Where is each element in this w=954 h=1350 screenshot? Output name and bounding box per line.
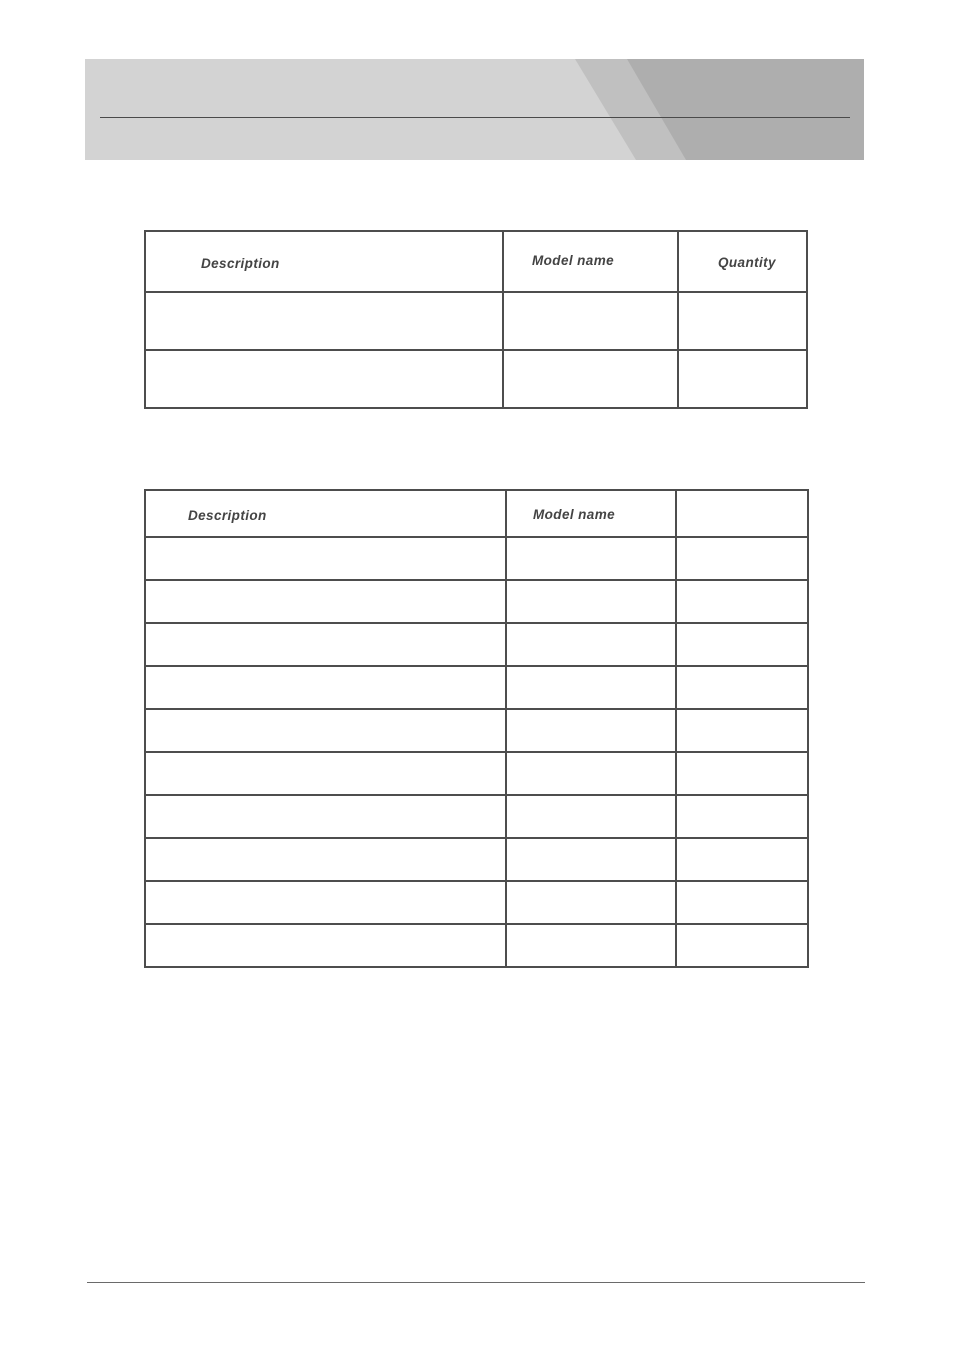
model-name-cell: [506, 623, 676, 666]
column-header-description: Description: [145, 490, 506, 537]
blank-cell: [676, 709, 808, 752]
table-row: [145, 623, 808, 666]
description-cell: [145, 623, 506, 666]
model-name-cell: [506, 838, 676, 881]
model-name-cell: [503, 292, 678, 350]
description-cell: [145, 666, 506, 709]
column-header-quantity: Quantity: [678, 231, 807, 292]
quantity-cell: [678, 350, 807, 408]
description-cell: [145, 752, 506, 795]
table-row: [145, 537, 808, 580]
quantity-cell: [678, 292, 807, 350]
table-row: [145, 752, 808, 795]
table-row: [145, 838, 808, 881]
blank-cell: [676, 881, 808, 924]
model-name-cell: [506, 924, 676, 967]
column-header-blank: [676, 490, 808, 537]
description-cell: [145, 838, 506, 881]
blank-cell: [676, 666, 808, 709]
table-header-row: [145, 231, 807, 292]
table-row: [145, 709, 808, 752]
header-banner: [85, 59, 864, 160]
blank-cell: [676, 580, 808, 623]
column-header-description: Description: [145, 231, 503, 292]
description-cell: [145, 292, 503, 350]
table-row: [145, 881, 808, 924]
table-header-row: [145, 490, 808, 537]
secondary-items-table: [144, 489, 809, 968]
blank-cell: [676, 795, 808, 838]
model-name-cell: [506, 795, 676, 838]
model-name-cell: [503, 350, 678, 408]
model-name-cell: [506, 537, 676, 580]
description-cell: [145, 580, 506, 623]
blank-cell: [676, 838, 808, 881]
column-header-model-name: Model name: [506, 490, 676, 537]
blank-cell: [676, 537, 808, 580]
model-name-cell: [506, 881, 676, 924]
model-name-cell: [506, 666, 676, 709]
table-row: [145, 580, 808, 623]
table-row: [145, 924, 808, 967]
model-name-cell: [506, 752, 676, 795]
model-name-cell: [506, 580, 676, 623]
table-row: [145, 666, 808, 709]
description-cell: [145, 795, 506, 838]
description-cell: [145, 881, 506, 924]
table-row: [145, 292, 807, 350]
table-row: [145, 795, 808, 838]
column-header-model-name: Model name: [503, 231, 678, 292]
footer-rule: [87, 1282, 865, 1283]
blank-cell: [676, 623, 808, 666]
description-cell: [145, 924, 506, 967]
description-cell: [145, 709, 506, 752]
header-rule: [100, 117, 850, 118]
model-name-cell: [506, 709, 676, 752]
description-cell: [145, 537, 506, 580]
description-cell: [145, 350, 503, 408]
table-row: [145, 350, 807, 408]
blank-cell: [676, 924, 808, 967]
primary-items-table: [144, 230, 808, 409]
blank-cell: [676, 752, 808, 795]
header-banner-graphic: [85, 59, 864, 160]
